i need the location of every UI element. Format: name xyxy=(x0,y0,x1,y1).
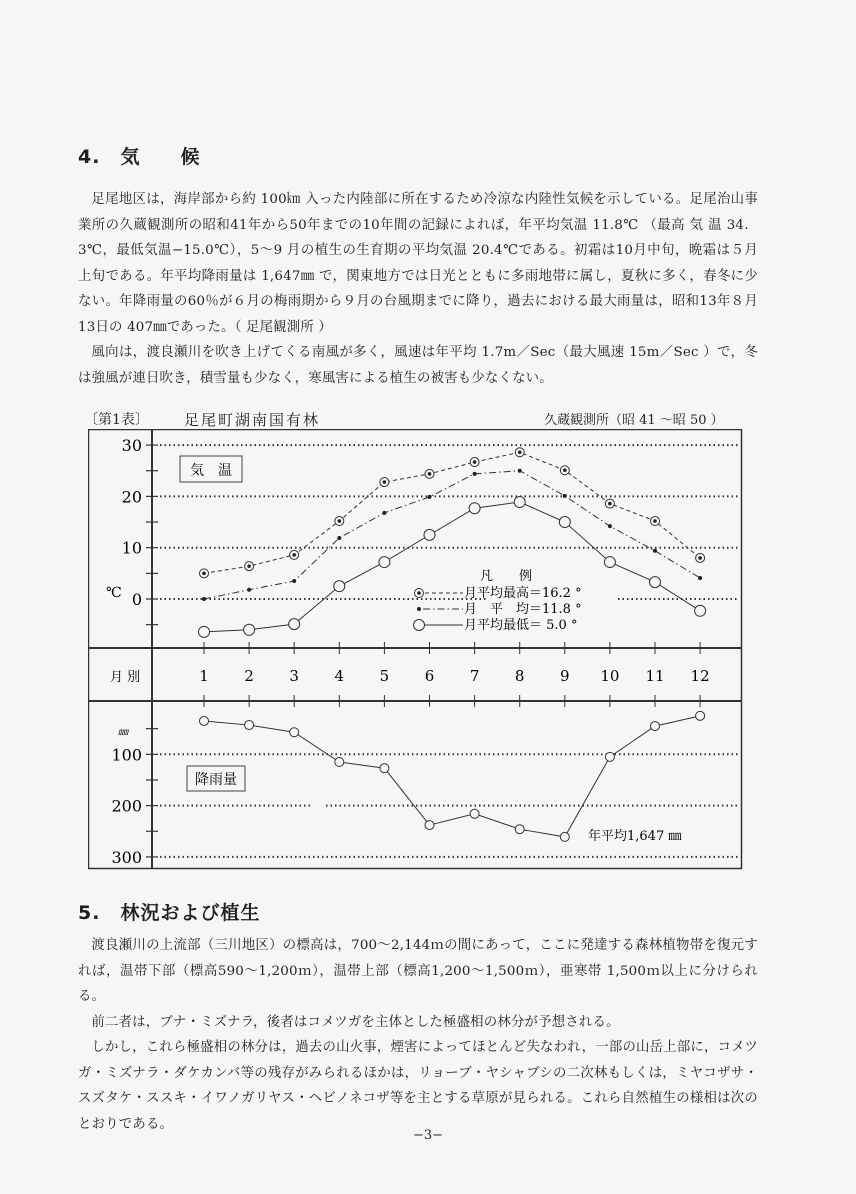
month-label: 3 xyxy=(289,667,299,685)
legend-marker-mean xyxy=(417,607,421,611)
data-point-min xyxy=(514,497,525,508)
month-label: 12 xyxy=(690,667,710,685)
data-point-rainfall xyxy=(605,752,614,761)
data-point-mean xyxy=(473,472,477,476)
section-4-heading: 4. 気 候 xyxy=(78,146,201,168)
section-4-body xyxy=(78,187,758,391)
data-point-mean xyxy=(608,524,612,528)
paragraph: しかし，これら極盛相の林分は，過去の山火事，煙害によってほとんど失なわれ，一部の山岳上部に，コメツガ・ミズナラ・ダケカンバ等の残存がみられるほかは，リョーブ・ヤシャブシの二次林もしくは，ミヤコザサ・スズタケ・ススキ・イワノガリヤス・ヘビノネコザ等を主とする草原が見られる。これら自然植生の様相は次のとおりである。 xyxy=(78,1040,758,1132)
data-point-mean xyxy=(247,588,251,592)
data-point-min xyxy=(244,624,255,635)
data-point-mean xyxy=(292,579,296,583)
data-point-max-dot xyxy=(653,519,657,523)
data-point-min xyxy=(199,626,210,637)
legend-entry-min: 月平均最低＝ 5.0 ° xyxy=(464,618,578,633)
table-source: 久蔵観測所（昭 41 〜昭 50 ） xyxy=(544,413,724,428)
legend-entry-max: 月平均最高＝16.2 ° xyxy=(464,586,582,601)
month-label: 11 xyxy=(645,667,665,685)
data-point-min xyxy=(650,577,661,588)
series-line-min xyxy=(204,502,700,632)
data-point-max-dot xyxy=(428,472,432,476)
month-label: 9 xyxy=(560,667,570,685)
month-label: 10 xyxy=(600,667,620,685)
series-line-max xyxy=(204,452,700,573)
data-point-min xyxy=(289,619,300,630)
month-label: 8 xyxy=(514,667,525,685)
section-5-heading: 5. 林況および植生 xyxy=(78,902,261,924)
data-point-min xyxy=(559,517,570,528)
table-title: 足尾町湖南国有林 xyxy=(184,411,321,429)
data-point-rainfall xyxy=(290,728,299,737)
paragraph: 前二者は，ブナ・ミズナラ，後者はコメツガを主体とした極盛相の林分が予想される。 xyxy=(91,1014,620,1030)
series-line-rainfall xyxy=(204,716,700,837)
section-5-body xyxy=(78,933,758,1137)
data-point-rainfall xyxy=(696,711,705,720)
legend xyxy=(414,569,582,633)
data-point-min xyxy=(695,605,706,616)
y-tick-label: 200 xyxy=(111,796,142,816)
data-point-max-dot xyxy=(473,460,477,464)
data-point-mean xyxy=(382,511,386,515)
rain-title: 降雨量 xyxy=(195,772,237,788)
rain-ylabel: ㎜ xyxy=(118,727,128,738)
y-tick-label: 10 xyxy=(121,538,142,558)
data-point-max-dot xyxy=(563,468,567,472)
data-point-max-dot xyxy=(383,480,387,484)
data-point-max-dot xyxy=(292,553,296,557)
data-point-max-dot xyxy=(202,572,206,576)
data-point-rainfall xyxy=(560,832,569,841)
month-label: 5 xyxy=(379,667,390,685)
data-point-rainfall xyxy=(200,716,209,725)
data-point-mean xyxy=(337,536,341,540)
y-tick-label: 20 xyxy=(121,487,142,507)
data-point-max-dot xyxy=(338,519,342,523)
data-point-mean xyxy=(563,494,567,498)
data-point-rainfall xyxy=(651,722,660,731)
data-point-mean xyxy=(202,597,206,601)
data-point-rainfall xyxy=(425,821,434,830)
y-tick-label: 300 xyxy=(111,847,142,867)
data-point-rainfall xyxy=(380,764,389,773)
y-tick-label: 30 xyxy=(121,436,142,456)
series-line-mean xyxy=(204,471,700,599)
legend-marker-max-dot xyxy=(417,591,421,595)
page-number: −3− xyxy=(412,1128,444,1143)
legend-marker-min xyxy=(414,620,425,631)
table-label: 〔第1表〕 xyxy=(84,412,149,428)
month-label: 1 xyxy=(199,667,209,685)
data-point-rainfall xyxy=(245,721,254,730)
legend-title: 凡 例 xyxy=(479,569,533,584)
data-point-min xyxy=(469,503,480,514)
data-point-max-dot xyxy=(247,564,251,568)
month-label: 4 xyxy=(334,667,345,685)
data-point-max-dot xyxy=(518,450,522,454)
data-point-mean xyxy=(653,549,657,553)
month-label: 2 xyxy=(244,667,254,685)
data-point-min xyxy=(424,529,435,540)
temp-title: 気 温 xyxy=(190,463,232,479)
data-point-min xyxy=(379,557,390,568)
paragraph: 足尾地区は，海岸部から約 100㎞ 入った内陸部に所在するため冷涼な内陸性気候を示している。足尾治山事業所の久蔵観測所の昭和41年から50年までの10年間の記録によれば，年平均気温 11.8℃ （最高 気 温 34．3℃，最低気温−15.0℃），5〜9 月の植生の生育期の平均気温 20.4℃である。初霜は10月中旬，晩霜は５月上旬である。年平均降雨量は 1,647㎜ で，関東地方では日光とともに多雨地帯に属し，夏秋に多く，春冬に少ない。年降雨量の60％が６月の梅雨期から９月の台風期までに降り，過去における最大雨量は，昭和13年８月13日の 407㎜であった。（ 足尾観測所 ） xyxy=(78,192,758,335)
data-point-rainfall xyxy=(515,825,524,834)
legend-entry-mean: 月 平 均＝11.8 ° xyxy=(464,602,582,617)
y-tick-label: 100 xyxy=(111,745,142,765)
temp-ylabel: ℃ xyxy=(106,585,122,601)
climate-chart xyxy=(88,429,744,871)
data-point-rainfall xyxy=(335,757,344,766)
rain-annotation: 年平均1,647 ㎜ xyxy=(588,829,682,844)
month-label: 6 xyxy=(424,667,435,685)
paragraph: 風向は，渡良瀬川を吹き上げてくる南風が多く，風速は年平均 1.7m／Sec（最大風速 15m／Sec ）で，冬は強風が連日吹き，積雪量も少なく，寒風害による植生の被害も少なくない。 xyxy=(78,345,758,386)
month-row-label: 月 別 xyxy=(110,670,141,685)
data-point-max-dot xyxy=(608,502,612,506)
y-tick-label: 0 xyxy=(131,590,142,609)
data-point-mean xyxy=(518,469,522,473)
data-point-mean xyxy=(428,495,432,499)
data-point-min xyxy=(334,581,345,592)
data-point-mean xyxy=(698,576,702,580)
data-point-rainfall xyxy=(470,809,479,818)
data-point-max-dot xyxy=(698,556,702,560)
paragraph: 渡良瀬川の上流部（三川地区）の標高は，700〜2,144ｍの間にあって，ここに発達する森林植物帯を復元すれば，温帯下部（標高590〜1,200ｍ），温帯上部（標高1,200〜1,500ｍ），亜寒帯 1,500ｍ以上に分けられる。 xyxy=(78,938,758,1004)
month-label: 7 xyxy=(469,667,480,685)
data-point-min xyxy=(604,557,615,568)
